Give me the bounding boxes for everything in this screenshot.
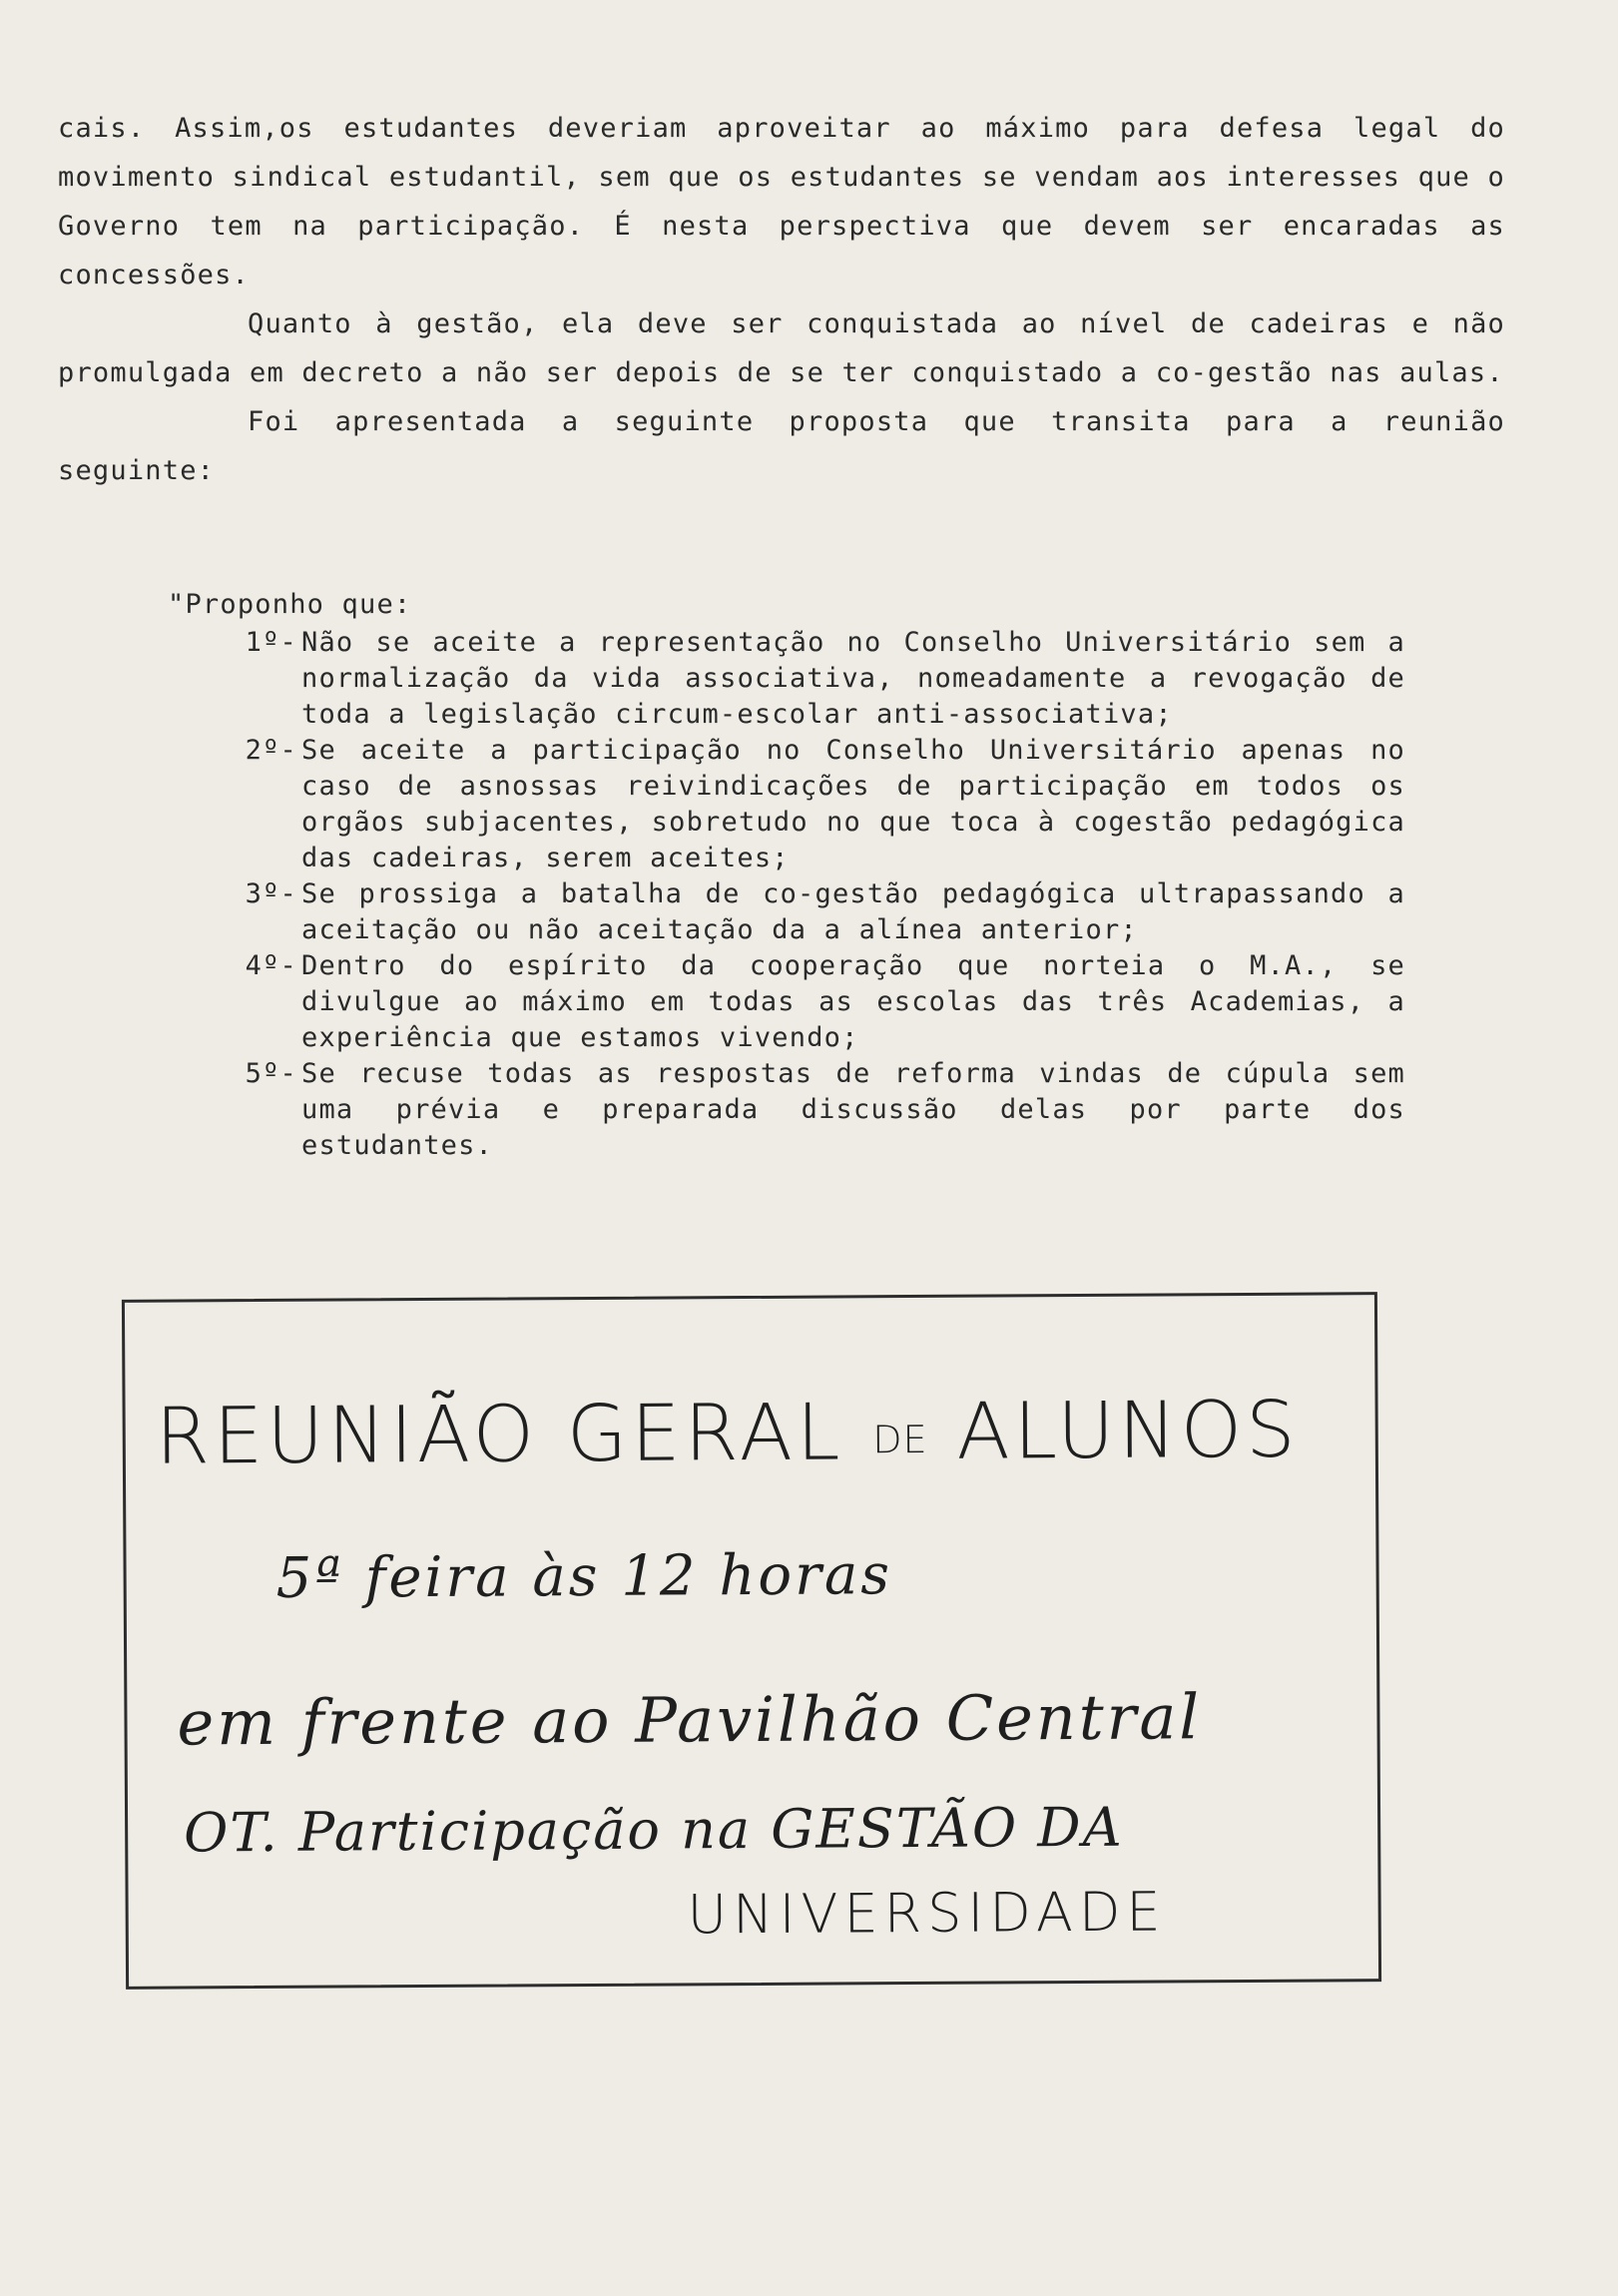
paragraph-1: cais. Assim,os estudantes deveriam aproveitar ao máximo para defesa legal do movimento sindical estudantil, sem que os estudantes se vendam aos interesses que o Governo tem na participação. É nesta perspectiva que devem ser encaradas as concessões. — [58, 113, 1505, 290]
notice-time: 5ª feira às 12 horas — [275, 1542, 893, 1611]
item-number: 1º- — [245, 627, 297, 658]
proposal-item — [168, 948, 1405, 1056]
proposal-item — [168, 733, 1405, 876]
proposal-item — [168, 625, 1405, 733]
notice-title-end: ALUNOS — [956, 1385, 1300, 1477]
notice-agenda-end: UNIVERSIDADE — [687, 1880, 1167, 1947]
item-text: Não se aceite a representação no Conselho Universitário sem a normalização da vida associativa, nomeadamente a revogação de toda a legislação circum-escolar anti-associativa; — [301, 627, 1405, 730]
notice-title — [155, 1386, 1299, 1482]
paragraph-3: Foi apresentada a seguinte proposta que transita para a reunião seguinte: — [58, 406, 1505, 486]
meeting-notice-box — [122, 1292, 1381, 1990]
item-text: Se aceite a participação no Conselho Universitário apenas no caso de asnossas reivindicações de participação em todos os orgãos subjacentes, sobretudo no que toca à cogestão pedagógica das cadeiras, serem aceites; — [301, 735, 1405, 873]
notice-title-small: DE — [872, 1417, 928, 1462]
notice-location: em frente ao Pavilhão Central — [177, 1680, 1203, 1760]
notice-title-main: REUNIÃO GERAL — [155, 1388, 844, 1482]
item-number: 3º- — [245, 878, 297, 909]
item-number: 5º- — [245, 1058, 297, 1089]
paragraph-2: Quanto à gestão, ela deve ser conquistada ao nível de cadeiras e não promulgada em decreto a não ser depois de se ter conquistado a co-gestão nas aulas. — [58, 308, 1505, 388]
proposal-list — [168, 587, 1405, 1164]
item-number: 4º- — [245, 950, 297, 981]
proposal-intro: "Proponho que: — [168, 589, 412, 620]
item-number: 2º- — [245, 735, 297, 766]
proposal-item — [168, 1056, 1405, 1164]
notice-agenda: OT. Participação na GESTÃO DA — [183, 1795, 1124, 1865]
proposal-item — [168, 876, 1405, 948]
body-text — [58, 104, 1505, 495]
item-text: Se prossiga a batalha de co-gestão pedagógica ultrapassando a aceitação ou não aceitação da a alínea anterior; — [301, 878, 1405, 945]
item-text: Se recuse todas as respostas de reforma vindas de cúpula sem uma prévia e preparada discussão delas por parte dos estudantes. — [301, 1058, 1405, 1161]
item-text: Dentro do espírito da cooperação que norteia o M.A., se divulgue ao máximo em todas as escolas das três Academias, a experiência que estamos vivendo; — [301, 950, 1405, 1053]
